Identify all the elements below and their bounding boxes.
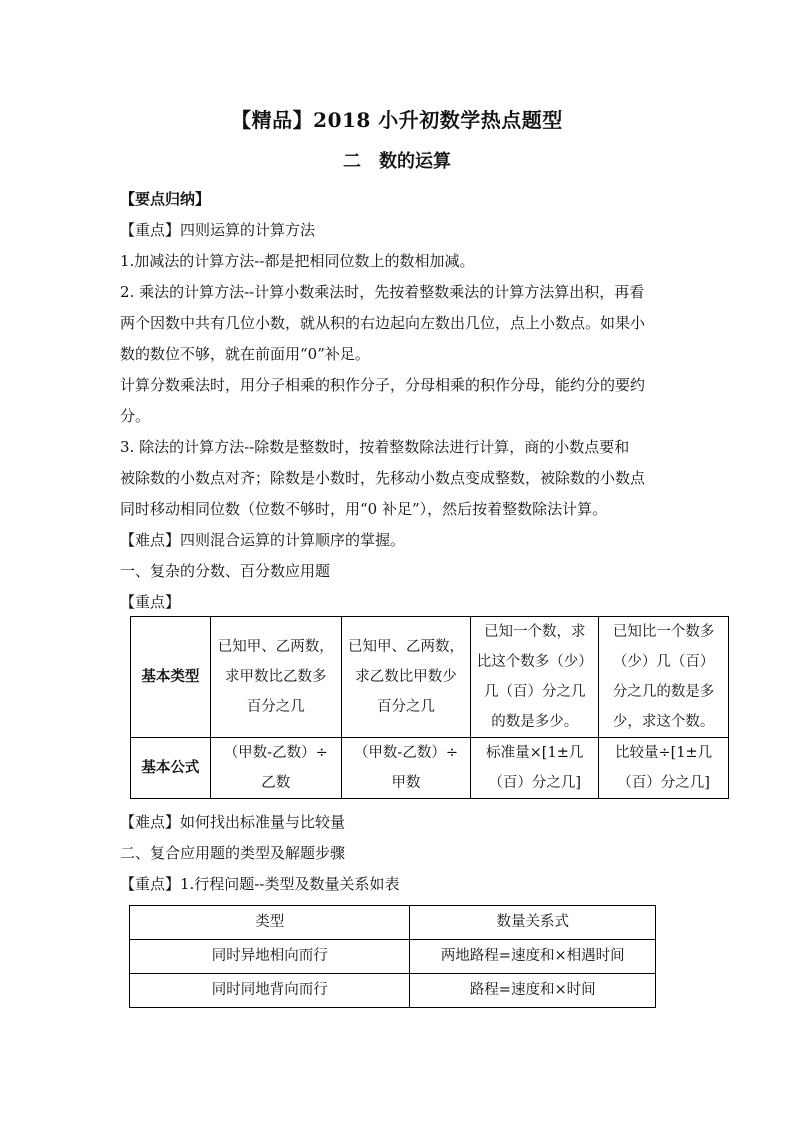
cell-line: 已知甲、乙两数， <box>217 639 334 655</box>
column-header: 类型 <box>130 906 410 940</box>
paragraph-line: 【难点】四则混合运算的计算顺序的掌握。 <box>120 531 406 549</box>
row-header: 基本公式 <box>131 738 211 799</box>
paragraph-line: 【重点】 <box>120 593 181 611</box>
table-cell: 两地路程=速度和×相遇时间 <box>410 940 656 974</box>
document-title: 【精品】2018 小升初数学热点题型 <box>231 108 563 132</box>
table-row <box>130 974 656 1008</box>
table-cell: 路程=速度和×时间 <box>410 974 656 1008</box>
cell-line: 百分之几 <box>376 699 435 715</box>
body-text-continued <box>120 807 676 900</box>
table-cell <box>599 617 729 738</box>
paragraph-line: 数的数位不够，就在前面用“0”补足。 <box>120 345 370 363</box>
paragraph-line: 分。 <box>120 407 151 425</box>
cell-line: （百）分之几] <box>488 775 582 791</box>
cell-line: 的数是多少。 <box>491 714 579 730</box>
paragraph-line: 【难点】如何找出标准量与比较量 <box>120 813 346 831</box>
percent-problem-table <box>130 616 729 799</box>
cell-line: 少，求这个数。 <box>612 714 715 730</box>
cell-line: 甲数 <box>391 775 421 791</box>
cell-line: （甲数-乙数）÷ <box>353 745 458 761</box>
cell-line: 比较量÷[1±几 <box>614 745 713 761</box>
paragraph-line: 同时移动相同位数（位数不够时，用“0 补足”），然后按着整数除法计算。 <box>120 500 608 518</box>
cell-line: 乙数 <box>261 775 291 791</box>
paragraph-line: 计算分数乘法时，用分子相乘的积作分子，分母相乘的积作分母，能约分的要约 <box>120 376 646 394</box>
table-cell <box>471 738 599 799</box>
row-header: 基本类型 <box>131 617 211 738</box>
body-text <box>120 184 676 618</box>
table-cell <box>210 617 341 738</box>
paragraph-line: 2. 乘法的计算方法--计算小数乘法时，先按着整数乘法的计算方法算出积，再看 <box>120 283 645 301</box>
paragraph-line: 被除数的小数点对齐；除数是小数时，先移动小数点变成整数，被除数的小数点 <box>120 469 646 487</box>
table-cell <box>341 617 471 738</box>
section-title: 二 数的运算 <box>343 151 451 172</box>
cell-line: 比这个数多（少） <box>476 654 593 670</box>
column-header: 数量关系式 <box>410 906 656 940</box>
cell-line: 已知甲、乙两数， <box>347 639 464 655</box>
table-row <box>130 940 656 974</box>
cell-line: （百）分之几] <box>617 775 710 791</box>
cell-line: 几（百）分之几 <box>484 684 586 700</box>
table-cell <box>471 617 599 738</box>
cell-line: 分之几的数是多 <box>612 684 715 700</box>
cell-line: 已知一个数，求 <box>484 624 586 640</box>
paragraph-line: 3. 除法的计算方法--除数是整数时，按着整数除法进行计算，商的小数点要和 <box>120 438 630 456</box>
table-cell: 同时同地背向而行 <box>130 974 410 1008</box>
table-row <box>131 617 729 738</box>
paragraph-line: 【重点】1.行程问题--类型及数量关系如表 <box>120 875 400 893</box>
cell-line: 求乙数比甲数少 <box>355 669 457 685</box>
cell-line: （少）几（百） <box>612 654 715 670</box>
paragraph-line: 1.加减法的计算方法--都是把相同位数上的数相加减。 <box>120 252 475 270</box>
heading-key-points: 【要点归纳】 <box>120 190 211 208</box>
table-row <box>131 738 729 799</box>
table-cell <box>341 738 471 799</box>
cell-line: （甲数-乙数）÷ <box>223 745 328 761</box>
table-cell: 同时异地相向而行 <box>130 940 410 974</box>
paragraph-line: 二、复合应用题的类型及解题步骤 <box>120 844 346 862</box>
paragraph-line: 一、复杂的分数、百分数应用题 <box>120 562 331 580</box>
cell-line: 百分之几 <box>246 699 305 715</box>
travel-problem-table <box>129 905 656 1008</box>
paragraph-line: 两个因数中共有几位小数，就从积的右边起向左数出几位，点上小数点。如果小 <box>120 314 646 332</box>
cell-line: 求甲数比乙数多 <box>224 669 327 685</box>
table-cell <box>210 738 341 799</box>
cell-line: 已知比一个数多 <box>612 624 715 640</box>
table-cell <box>599 738 729 799</box>
paragraph-line: 【重点】四则运算的计算方法 <box>120 221 316 239</box>
table-header-row <box>130 906 656 940</box>
cell-line: 标准量×[1±几 <box>486 745 584 761</box>
